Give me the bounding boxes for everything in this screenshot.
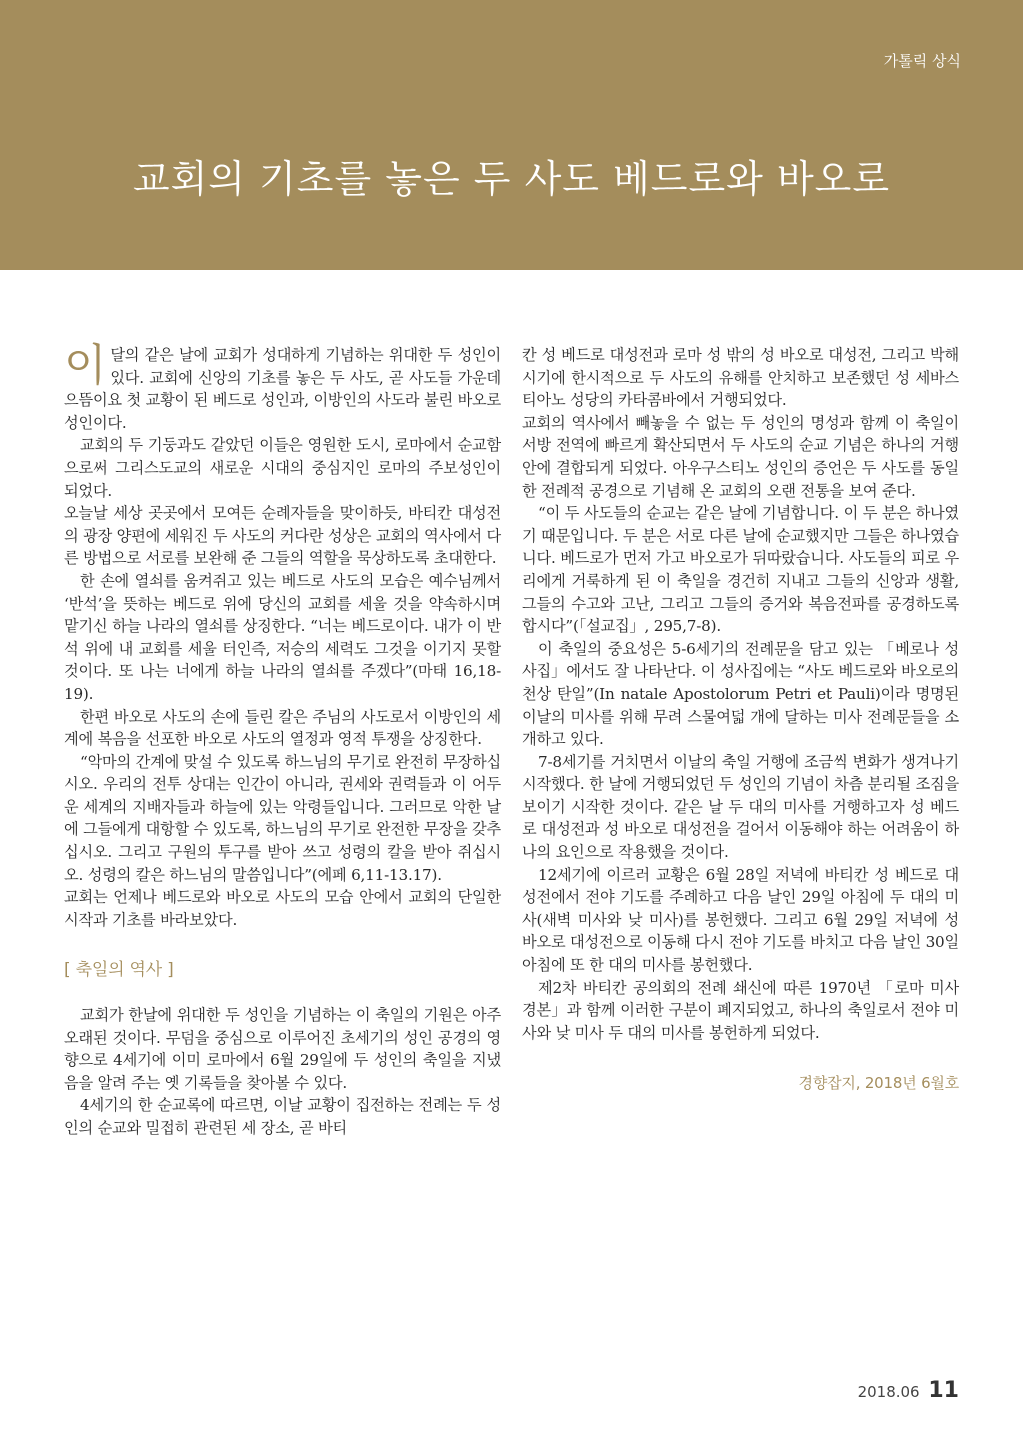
right-column bbox=[522, 344, 959, 1095]
page-number: 11 bbox=[928, 1378, 959, 1403]
paragraph: 교회의 두 기둥과도 같았던 이들은 영원한 도시, 로마에서 순교함으로써 그리스도교의 새로운 시대의 중심지인 로마의 주보성인이 되었다. bbox=[64, 436, 501, 500]
source-credit: 경향잡지, 2018년 6월호 bbox=[798, 1074, 959, 1093]
page-footer bbox=[858, 1378, 959, 1403]
paragraph: 12세기에 이르러 교황은 6월 28일 저녁에 바티칸 성 베드로 대성전에서 전야 기도를 주례하고 다음 날인 29일 아침에 두 대의 미사(새벽 미사와 낮 미사)를 봉헌했다. 그리고 6월 29일 저녁에 성 바오로 대성전으로 이동해 다시 전야 기도를 바치고 다음 날인 30일 아침에 또 한 대의 미사를 봉헌했다. bbox=[522, 865, 959, 975]
paragraph: 제2차 바티칸 공의회의 전례 쇄신에 따른 1970년 「로마 미사 경본」과 함께 이러한 구분이 폐지되었고, 하나의 축일로서 전야 미사와 낮 미사 두 대의 미사를 봉헌하게 되었다. bbox=[522, 978, 959, 1042]
paragraph-text: 달의 같은 날에 교회가 성대하게 기념하는 위대한 두 성인이 있다. 교회에 신앙의 기초를 놓은 두 사도, 곧 사도들 가운데 으뜸이요 첫 교황이 된 베드로 성인과, 이방인의 사도라 불린 바오로 성인이다. bbox=[64, 346, 501, 432]
section-label: 가톨릭 상식 bbox=[883, 52, 961, 70]
paragraph: 4세기의 한 순교록에 따르면, 이날 교황이 집전하는 전례는 두 성인의 순교와 밀접히 관련된 세 장소, 곧 바티 bbox=[64, 1096, 501, 1137]
section-subheading: [ 축일의 역사 ] bbox=[64, 960, 174, 981]
paragraph: 한 손에 열쇠를 움켜쥐고 있는 베드로 사도의 모습은 예수님께서 ‘반석’을 뜻하는 베드로 위에 당신의 교회를 세울 것을 약속하시며 맡기신 하늘 나라의 열쇠를 상징한다. “너는 베드로이다. 내가 이 반석 위에 내 교회를 세울 터인즉, 저승의 세력도 그것을 이기지 못할 것이다. 또 나는 너에게 하늘 나라의 열쇠를 주겠다”(마태 16,18-19). bbox=[64, 571, 501, 703]
left-column bbox=[64, 340, 501, 1140]
paragraph: 7-8세기를 거치면서 이날의 축일 거행에 조금씩 변화가 생겨나기 시작했다. 한 날에 거행되었던 두 성인의 기념이 차츰 분리될 조짐을 보이기 시작한 것이다. 같은 날 두 대의 미사를 거행하고자 성 베드로 대성전과 성 바오로 대성전을 걸어서 이동해야 하는 어려움이 하나의 요인으로 작용했을 것이다. bbox=[522, 752, 959, 862]
paragraph: 한편 바오로 사도의 손에 들린 칼은 주님의 사도로서 이방인의 세계에 복음을 선포한 바오로 사도의 열정과 영적 투쟁을 상징한다. bbox=[64, 707, 501, 749]
paragraph: 교회는 언제나 베드로와 바오로 사도의 모습 안에서 교회의 단일한 시작과 기초를 바라보았다. bbox=[64, 888, 501, 929]
page-title: 교회의 기초를 놓은 두 사도 베드로와 바오로 bbox=[132, 157, 891, 201]
paragraph: 교회가 한날에 위대한 두 성인을 기념하는 이 축일의 기원은 아주 오래된 것이다. 무덤을 중심으로 이루어진 초세기의 성인 공경의 영향으로 4세기에 이미 로마에서 6월 29일에 두 성인의 축일을 지냈음을 알려 주는 옛 기록들을 찾아볼 수 있다. bbox=[64, 1006, 501, 1092]
paragraph: 교회의 역사에서 빼놓을 수 없는 두 성인의 명성과 함께 이 축일이 서방 전역에 빠르게 확산되면서 두 사도의 순교 기념은 하나의 거행 안에 결합되게 되었다. 아우구스티노 성인의 증언은 두 사도를 동일한 전례적 공경으로 기념해 온 교회의 오랜 전통을 보여 준다. bbox=[522, 413, 959, 500]
quote-paragraph: “악마의 간계에 맞설 수 있도록 하느님의 무기로 완전히 무장하십시오. 우리의 전투 상대는 인간이 아니라, 권세와 권력들과 이 어두운 세계의 지배자들과 하늘에 있는 악령들입니다. 그러므로 악한 날에 그들에게 대항할 수 있도록, 하느님의 무기로 완전한 무장을 갖추십시오. 그리고 구원의 투구를 받아 쓰고 성령의 칼을 받아 쥐십시오. 성령의 칼은 하느님의 말씀입니다”(에페 6,11-13.17). bbox=[64, 752, 501, 884]
quote-paragraph: “이 두 사도들의 순교는 같은 날에 기념합니다. 이 두 분은 하나였기 때문입니다. 두 분은 서로 다른 날에 순교했지만 그들은 하나였습니다. 베드로가 먼저 가고 바오로가 뒤따랐습니다. 사도들의 피로 우리에게 거룩하게 된 이 축일을 경건히 지내고 그들의 신앙과 생활, 그들의 수고와 고난, 그리고 그들의 증거와 복음전파를 공경하도록 합시다”(「설교집」, 295,7-8). bbox=[522, 504, 959, 636]
drop-cap: 이 bbox=[64, 340, 107, 391]
paragraph: 칸 성 베드로 대성전과 로마 성 밖의 성 바오로 대성전, 그리고 박해 시기에 한시적으로 두 사도의 유해를 안치하고 보존했던 성 세바스티아노 성당의 카타콤바에서 거행되었다. bbox=[522, 346, 959, 410]
paragraph: 이 축일의 중요성은 5-6세기의 전례문을 담고 있는 「베로나 성사집」에서도 잘 나타난다. 이 성사집에는 “사도 베드로와 바오로의 천상 탄일”(In natale Apostolorum Petri et Pauli)이라 명명된 이날의 미사를 위해 무려 스물여덟 개에 달하는 미사 전례문들을 소개하고 있다. bbox=[522, 639, 959, 749]
paragraph: 오늘날 세상 곳곳에서 모여든 순례자들을 맞이하듯, 바티칸 대성전의 광장 양편에 세워진 두 사도의 커다란 성상은 교회의 역사에서 다른 방법으로 서로를 보완해 준 그들의 역할을 묵상하도록 초대한다. bbox=[64, 504, 501, 568]
header-band bbox=[0, 0, 1023, 270]
intro-paragraph bbox=[64, 340, 501, 434]
issue-date: 2018.06 bbox=[857, 1383, 920, 1401]
